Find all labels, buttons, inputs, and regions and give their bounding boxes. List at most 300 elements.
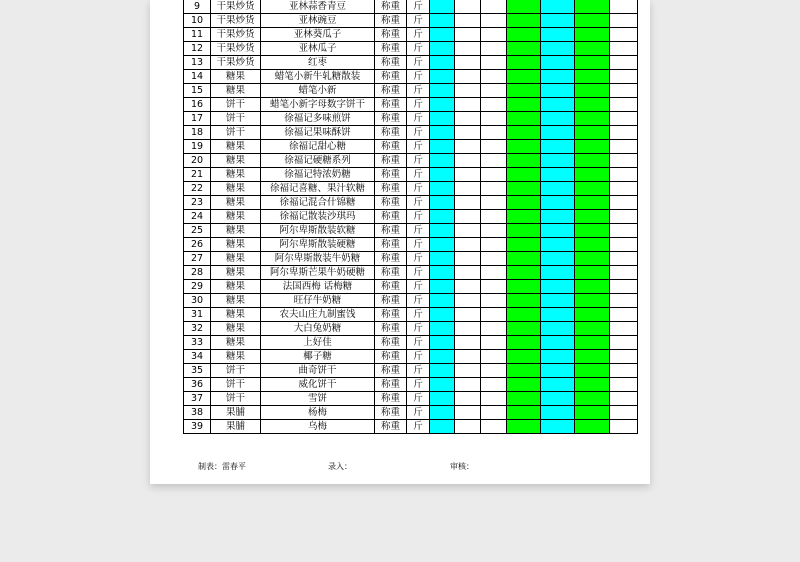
green-input-cell[interactable]	[507, 364, 541, 378]
category-cell[interactable]: 糖果	[211, 210, 261, 224]
cyan-input-cell[interactable]	[430, 42, 455, 56]
cyan-input-cell[interactable]	[430, 322, 455, 336]
cyan-input-cell[interactable]	[541, 182, 575, 196]
blank-input-cell[interactable]	[481, 266, 507, 280]
category-cell[interactable]: 饼干	[211, 126, 261, 140]
unit-type-cell[interactable]: 称重	[375, 266, 407, 280]
unit-type-cell[interactable]: 称重	[375, 112, 407, 126]
blank-input-cell[interactable]	[610, 392, 638, 406]
green-input-cell[interactable]	[507, 0, 541, 14]
blank-input-cell[interactable]	[455, 196, 481, 210]
blank-input-cell[interactable]	[610, 322, 638, 336]
green-input-cell[interactable]	[575, 224, 610, 238]
green-input-cell[interactable]	[507, 252, 541, 266]
green-input-cell[interactable]	[575, 140, 610, 154]
blank-input-cell[interactable]	[610, 378, 638, 392]
blank-input-cell[interactable]	[610, 210, 638, 224]
measure-unit-cell[interactable]: 斤	[407, 168, 430, 182]
cyan-input-cell[interactable]	[430, 70, 455, 84]
green-input-cell[interactable]	[507, 126, 541, 140]
measure-unit-cell[interactable]: 斤	[407, 238, 430, 252]
blank-input-cell[interactable]	[610, 238, 638, 252]
row-number-cell[interactable]: 13	[184, 56, 211, 70]
cyan-input-cell[interactable]	[541, 350, 575, 364]
measure-unit-cell[interactable]: 斤	[407, 224, 430, 238]
blank-input-cell[interactable]	[481, 420, 507, 434]
blank-input-cell[interactable]	[455, 112, 481, 126]
green-input-cell[interactable]	[507, 308, 541, 322]
blank-input-cell[interactable]	[481, 168, 507, 182]
unit-type-cell[interactable]: 称重	[375, 126, 407, 140]
blank-input-cell[interactable]	[481, 406, 507, 420]
green-input-cell[interactable]	[507, 224, 541, 238]
cyan-input-cell[interactable]	[430, 308, 455, 322]
cyan-input-cell[interactable]	[430, 364, 455, 378]
category-cell[interactable]: 糖果	[211, 308, 261, 322]
blank-input-cell[interactable]	[610, 28, 638, 42]
category-cell[interactable]: 饼干	[211, 112, 261, 126]
blank-input-cell[interactable]	[455, 420, 481, 434]
row-number-cell[interactable]: 23	[184, 196, 211, 210]
blank-input-cell[interactable]	[455, 182, 481, 196]
cyan-input-cell[interactable]	[541, 42, 575, 56]
green-input-cell[interactable]	[507, 56, 541, 70]
product-name-cell[interactable]: 亚林豌豆	[261, 14, 375, 28]
green-input-cell[interactable]	[507, 182, 541, 196]
blank-input-cell[interactable]	[481, 280, 507, 294]
category-cell[interactable]: 糖果	[211, 280, 261, 294]
blank-input-cell[interactable]	[455, 224, 481, 238]
product-name-cell[interactable]: 徐福记多味煎饼	[261, 112, 375, 126]
green-input-cell[interactable]	[507, 84, 541, 98]
measure-unit-cell[interactable]: 斤	[407, 308, 430, 322]
measure-unit-cell[interactable]: 斤	[407, 112, 430, 126]
measure-unit-cell[interactable]: 斤	[407, 56, 430, 70]
blank-input-cell[interactable]	[455, 14, 481, 28]
category-cell[interactable]: 糖果	[211, 266, 261, 280]
green-input-cell[interactable]	[575, 98, 610, 112]
category-cell[interactable]: 糖果	[211, 168, 261, 182]
product-name-cell[interactable]: 亚林葵瓜子	[261, 28, 375, 42]
green-input-cell[interactable]	[507, 28, 541, 42]
blank-input-cell[interactable]	[455, 238, 481, 252]
green-input-cell[interactable]	[575, 14, 610, 28]
category-cell[interactable]: 糖果	[211, 224, 261, 238]
green-input-cell[interactable]	[507, 294, 541, 308]
green-input-cell[interactable]	[575, 168, 610, 182]
product-name-cell[interactable]: 蜡笔小新牛轧糖散装	[261, 70, 375, 84]
blank-input-cell[interactable]	[481, 126, 507, 140]
green-input-cell[interactable]	[507, 392, 541, 406]
measure-unit-cell[interactable]: 斤	[407, 140, 430, 154]
cyan-input-cell[interactable]	[430, 336, 455, 350]
product-name-cell[interactable]: 徐福记特浓奶糖	[261, 168, 375, 182]
row-number-cell[interactable]: 24	[184, 210, 211, 224]
blank-input-cell[interactable]	[610, 280, 638, 294]
category-cell[interactable]: 糖果	[211, 70, 261, 84]
category-cell[interactable]: 糖果	[211, 252, 261, 266]
measure-unit-cell[interactable]: 斤	[407, 70, 430, 84]
measure-unit-cell[interactable]: 斤	[407, 378, 430, 392]
product-name-cell[interactable]: 阿尔卑斯散装软糖	[261, 224, 375, 238]
unit-type-cell[interactable]: 称重	[375, 154, 407, 168]
product-name-cell[interactable]: 旺仔牛奶糖	[261, 294, 375, 308]
category-cell[interactable]: 果脯	[211, 406, 261, 420]
product-name-cell[interactable]: 阿尔卑斯芒果牛奶硬糖	[261, 266, 375, 280]
row-number-cell[interactable]: 16	[184, 98, 211, 112]
category-cell[interactable]: 糖果	[211, 196, 261, 210]
cyan-input-cell[interactable]	[430, 154, 455, 168]
green-input-cell[interactable]	[575, 308, 610, 322]
blank-input-cell[interactable]	[455, 42, 481, 56]
blank-input-cell[interactable]	[481, 308, 507, 322]
row-number-cell[interactable]: 27	[184, 252, 211, 266]
blank-input-cell[interactable]	[455, 126, 481, 140]
blank-input-cell[interactable]	[481, 56, 507, 70]
unit-type-cell[interactable]: 称重	[375, 56, 407, 70]
green-input-cell[interactable]	[507, 350, 541, 364]
cyan-input-cell[interactable]	[541, 364, 575, 378]
unit-type-cell[interactable]: 称重	[375, 406, 407, 420]
unit-type-cell[interactable]: 称重	[375, 252, 407, 266]
category-cell[interactable]: 糖果	[211, 336, 261, 350]
cyan-input-cell[interactable]	[430, 196, 455, 210]
measure-unit-cell[interactable]: 斤	[407, 350, 430, 364]
row-number-cell[interactable]: 36	[184, 378, 211, 392]
unit-type-cell[interactable]: 称重	[375, 280, 407, 294]
product-name-cell[interactable]: 亚林蒜香青豆	[261, 0, 375, 14]
measure-unit-cell[interactable]: 斤	[407, 392, 430, 406]
blank-input-cell[interactable]	[455, 322, 481, 336]
blank-input-cell[interactable]	[610, 56, 638, 70]
blank-input-cell[interactable]	[481, 182, 507, 196]
green-input-cell[interactable]	[507, 14, 541, 28]
green-input-cell[interactable]	[575, 252, 610, 266]
blank-input-cell[interactable]	[481, 238, 507, 252]
row-number-cell[interactable]: 26	[184, 238, 211, 252]
green-input-cell[interactable]	[575, 364, 610, 378]
blank-input-cell[interactable]	[610, 336, 638, 350]
measure-unit-cell[interactable]: 斤	[407, 154, 430, 168]
cyan-input-cell[interactable]	[430, 56, 455, 70]
product-name-cell[interactable]: 徐福记混合什锦糖	[261, 196, 375, 210]
green-input-cell[interactable]	[575, 0, 610, 14]
green-input-cell[interactable]	[507, 238, 541, 252]
cyan-input-cell[interactable]	[430, 0, 455, 14]
cyan-input-cell[interactable]	[430, 406, 455, 420]
cyan-input-cell[interactable]	[541, 0, 575, 14]
blank-input-cell[interactable]	[455, 168, 481, 182]
cyan-input-cell[interactable]	[541, 70, 575, 84]
measure-unit-cell[interactable]: 斤	[407, 42, 430, 56]
cyan-input-cell[interactable]	[430, 98, 455, 112]
product-name-cell[interactable]: 阿尔卑斯散装硬糖	[261, 238, 375, 252]
cyan-input-cell[interactable]	[541, 210, 575, 224]
cyan-input-cell[interactable]	[430, 238, 455, 252]
cyan-input-cell[interactable]	[541, 84, 575, 98]
row-number-cell[interactable]: 10	[184, 14, 211, 28]
blank-input-cell[interactable]	[481, 294, 507, 308]
cyan-input-cell[interactable]	[541, 224, 575, 238]
cyan-input-cell[interactable]	[541, 126, 575, 140]
measure-unit-cell[interactable]: 斤	[407, 266, 430, 280]
green-input-cell[interactable]	[575, 420, 610, 434]
blank-input-cell[interactable]	[610, 126, 638, 140]
category-cell[interactable]: 果脯	[211, 420, 261, 434]
cyan-input-cell[interactable]	[541, 14, 575, 28]
green-input-cell[interactable]	[575, 280, 610, 294]
blank-input-cell[interactable]	[481, 140, 507, 154]
blank-input-cell[interactable]	[610, 406, 638, 420]
cyan-input-cell[interactable]	[430, 168, 455, 182]
blank-input-cell[interactable]	[481, 14, 507, 28]
blank-input-cell[interactable]	[610, 168, 638, 182]
green-input-cell[interactable]	[575, 266, 610, 280]
row-number-cell[interactable]: 31	[184, 308, 211, 322]
blank-input-cell[interactable]	[610, 266, 638, 280]
blank-input-cell[interactable]	[455, 0, 481, 14]
blank-input-cell[interactable]	[481, 98, 507, 112]
cyan-input-cell[interactable]	[430, 84, 455, 98]
row-number-cell[interactable]: 33	[184, 336, 211, 350]
row-number-cell[interactable]: 32	[184, 322, 211, 336]
cyan-input-cell[interactable]	[541, 378, 575, 392]
product-name-cell[interactable]: 大白兔奶糖	[261, 322, 375, 336]
product-name-cell[interactable]: 红枣	[261, 56, 375, 70]
product-name-cell[interactable]: 威化饼干	[261, 378, 375, 392]
blank-input-cell[interactable]	[481, 112, 507, 126]
row-number-cell[interactable]: 30	[184, 294, 211, 308]
product-name-cell[interactable]: 蜡笔小新	[261, 84, 375, 98]
cyan-input-cell[interactable]	[541, 336, 575, 350]
row-number-cell[interactable]: 12	[184, 42, 211, 56]
cyan-input-cell[interactable]	[541, 238, 575, 252]
unit-type-cell[interactable]: 称重	[375, 224, 407, 238]
row-number-cell[interactable]: 19	[184, 140, 211, 154]
product-name-cell[interactable]: 椰子糖	[261, 350, 375, 364]
measure-unit-cell[interactable]: 斤	[407, 14, 430, 28]
blank-input-cell[interactable]	[455, 336, 481, 350]
cyan-input-cell[interactable]	[541, 308, 575, 322]
measure-unit-cell[interactable]: 斤	[407, 336, 430, 350]
blank-input-cell[interactable]	[481, 196, 507, 210]
blank-input-cell[interactable]	[481, 42, 507, 56]
product-name-cell[interactable]: 农夫山庄九制蜜饯	[261, 308, 375, 322]
cyan-input-cell[interactable]	[430, 112, 455, 126]
blank-input-cell[interactable]	[455, 266, 481, 280]
cyan-input-cell[interactable]	[430, 14, 455, 28]
row-number-cell[interactable]: 20	[184, 154, 211, 168]
green-input-cell[interactable]	[507, 378, 541, 392]
unit-type-cell[interactable]: 称重	[375, 308, 407, 322]
blank-input-cell[interactable]	[481, 364, 507, 378]
blank-input-cell[interactable]	[455, 210, 481, 224]
blank-input-cell[interactable]	[455, 364, 481, 378]
measure-unit-cell[interactable]: 斤	[407, 182, 430, 196]
category-cell[interactable]: 干果炒货	[211, 28, 261, 42]
cyan-input-cell[interactable]	[430, 140, 455, 154]
unit-type-cell[interactable]: 称重	[375, 238, 407, 252]
category-cell[interactable]: 饼干	[211, 392, 261, 406]
category-cell[interactable]: 糖果	[211, 238, 261, 252]
blank-input-cell[interactable]	[610, 140, 638, 154]
green-input-cell[interactable]	[507, 210, 541, 224]
green-input-cell[interactable]	[575, 294, 610, 308]
cyan-input-cell[interactable]	[541, 112, 575, 126]
blank-input-cell[interactable]	[481, 70, 507, 84]
blank-input-cell[interactable]	[455, 280, 481, 294]
row-number-cell[interactable]: 34	[184, 350, 211, 364]
cyan-input-cell[interactable]	[541, 252, 575, 266]
blank-input-cell[interactable]	[481, 210, 507, 224]
cyan-input-cell[interactable]	[541, 392, 575, 406]
measure-unit-cell[interactable]: 斤	[407, 84, 430, 98]
unit-type-cell[interactable]: 称重	[375, 322, 407, 336]
row-number-cell[interactable]: 11	[184, 28, 211, 42]
product-name-cell[interactable]: 亚林瓜子	[261, 42, 375, 56]
measure-unit-cell[interactable]: 斤	[407, 0, 430, 14]
blank-input-cell[interactable]	[455, 252, 481, 266]
product-name-cell[interactable]: 乌梅	[261, 420, 375, 434]
row-number-cell[interactable]: 22	[184, 182, 211, 196]
unit-type-cell[interactable]: 称重	[375, 378, 407, 392]
measure-unit-cell[interactable]: 斤	[407, 322, 430, 336]
green-input-cell[interactable]	[507, 98, 541, 112]
blank-input-cell[interactable]	[481, 28, 507, 42]
cyan-input-cell[interactable]	[430, 378, 455, 392]
green-input-cell[interactable]	[575, 182, 610, 196]
row-number-cell[interactable]: 28	[184, 266, 211, 280]
row-number-cell[interactable]: 38	[184, 406, 211, 420]
green-input-cell[interactable]	[575, 126, 610, 140]
green-input-cell[interactable]	[507, 112, 541, 126]
green-input-cell[interactable]	[507, 336, 541, 350]
unit-type-cell[interactable]: 称重	[375, 364, 407, 378]
unit-type-cell[interactable]: 称重	[375, 392, 407, 406]
category-cell[interactable]: 饼干	[211, 98, 261, 112]
blank-input-cell[interactable]	[610, 182, 638, 196]
row-number-cell[interactable]: 18	[184, 126, 211, 140]
unit-type-cell[interactable]: 称重	[375, 168, 407, 182]
blank-input-cell[interactable]	[610, 98, 638, 112]
product-name-cell[interactable]: 徐福记硬糖系列	[261, 154, 375, 168]
product-name-cell[interactable]: 雪饼	[261, 392, 375, 406]
cyan-input-cell[interactable]	[430, 280, 455, 294]
blank-input-cell[interactable]	[610, 154, 638, 168]
cyan-input-cell[interactable]	[541, 168, 575, 182]
blank-input-cell[interactable]	[455, 70, 481, 84]
blank-input-cell[interactable]	[455, 392, 481, 406]
measure-unit-cell[interactable]: 斤	[407, 196, 430, 210]
unit-type-cell[interactable]: 称重	[375, 140, 407, 154]
row-number-cell[interactable]: 35	[184, 364, 211, 378]
green-input-cell[interactable]	[575, 154, 610, 168]
green-input-cell[interactable]	[575, 406, 610, 420]
blank-input-cell[interactable]	[481, 0, 507, 14]
category-cell[interactable]: 干果炒货	[211, 0, 261, 14]
blank-input-cell[interactable]	[610, 0, 638, 14]
product-name-cell[interactable]: 徐福记果味酥饼	[261, 126, 375, 140]
category-cell[interactable]: 糖果	[211, 154, 261, 168]
blank-input-cell[interactable]	[455, 140, 481, 154]
category-cell[interactable]: 干果炒货	[211, 14, 261, 28]
green-input-cell[interactable]	[507, 266, 541, 280]
cyan-input-cell[interactable]	[430, 350, 455, 364]
product-name-cell[interactable]: 曲奇饼干	[261, 364, 375, 378]
blank-input-cell[interactable]	[455, 154, 481, 168]
category-cell[interactable]: 饼干	[211, 364, 261, 378]
category-cell[interactable]: 糖果	[211, 350, 261, 364]
measure-unit-cell[interactable]: 斤	[407, 406, 430, 420]
blank-input-cell[interactable]	[610, 112, 638, 126]
green-input-cell[interactable]	[507, 406, 541, 420]
blank-input-cell[interactable]	[610, 252, 638, 266]
cyan-input-cell[interactable]	[541, 266, 575, 280]
blank-input-cell[interactable]	[481, 322, 507, 336]
unit-type-cell[interactable]: 称重	[375, 420, 407, 434]
measure-unit-cell[interactable]: 斤	[407, 294, 430, 308]
unit-type-cell[interactable]: 称重	[375, 0, 407, 14]
category-cell[interactable]: 糖果	[211, 322, 261, 336]
measure-unit-cell[interactable]: 斤	[407, 28, 430, 42]
green-input-cell[interactable]	[575, 238, 610, 252]
measure-unit-cell[interactable]: 斤	[407, 210, 430, 224]
measure-unit-cell[interactable]: 斤	[407, 252, 430, 266]
blank-input-cell[interactable]	[610, 84, 638, 98]
cyan-input-cell[interactable]	[541, 294, 575, 308]
blank-input-cell[interactable]	[610, 294, 638, 308]
blank-input-cell[interactable]	[455, 406, 481, 420]
green-input-cell[interactable]	[575, 28, 610, 42]
unit-type-cell[interactable]: 称重	[375, 70, 407, 84]
unit-type-cell[interactable]: 称重	[375, 294, 407, 308]
blank-input-cell[interactable]	[455, 294, 481, 308]
green-input-cell[interactable]	[507, 420, 541, 434]
row-number-cell[interactable]: 25	[184, 224, 211, 238]
blank-input-cell[interactable]	[481, 84, 507, 98]
cyan-input-cell[interactable]	[430, 420, 455, 434]
cyan-input-cell[interactable]	[430, 252, 455, 266]
category-cell[interactable]: 饼干	[211, 378, 261, 392]
cyan-input-cell[interactable]	[430, 182, 455, 196]
green-input-cell[interactable]	[507, 42, 541, 56]
blank-input-cell[interactable]	[610, 42, 638, 56]
category-cell[interactable]: 干果炒货	[211, 42, 261, 56]
blank-input-cell[interactable]	[610, 70, 638, 84]
green-input-cell[interactable]	[575, 112, 610, 126]
blank-input-cell[interactable]	[610, 196, 638, 210]
blank-input-cell[interactable]	[455, 308, 481, 322]
cyan-input-cell[interactable]	[430, 392, 455, 406]
unit-type-cell[interactable]: 称重	[375, 98, 407, 112]
category-cell[interactable]: 糖果	[211, 84, 261, 98]
green-input-cell[interactable]	[507, 322, 541, 336]
blank-input-cell[interactable]	[481, 336, 507, 350]
row-number-cell[interactable]: 37	[184, 392, 211, 406]
blank-input-cell[interactable]	[481, 378, 507, 392]
row-number-cell[interactable]: 17	[184, 112, 211, 126]
category-cell[interactable]: 糖果	[211, 182, 261, 196]
green-input-cell[interactable]	[575, 378, 610, 392]
green-input-cell[interactable]	[575, 336, 610, 350]
cyan-input-cell[interactable]	[541, 28, 575, 42]
green-input-cell[interactable]	[575, 84, 610, 98]
blank-input-cell[interactable]	[610, 420, 638, 434]
blank-input-cell[interactable]	[481, 392, 507, 406]
cyan-input-cell[interactable]	[541, 406, 575, 420]
green-input-cell[interactable]	[507, 140, 541, 154]
cyan-input-cell[interactable]	[541, 420, 575, 434]
